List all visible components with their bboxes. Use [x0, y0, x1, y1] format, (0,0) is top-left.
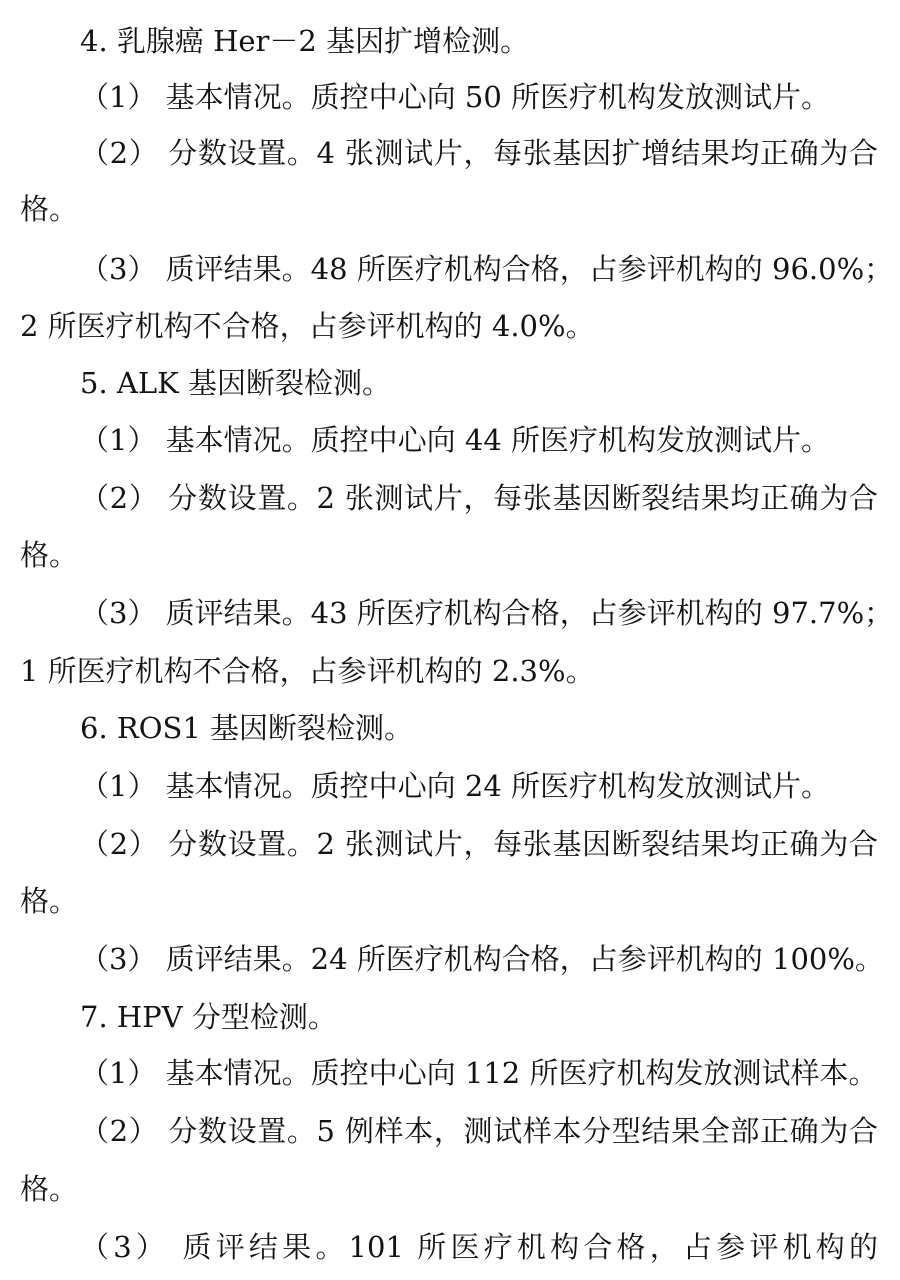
hpv-result: （3） 质评结果。101 所医疗机构合格，占参评机构的 — [80, 1230, 878, 1264]
hpv-score-setting-cont: 格。 — [20, 1172, 79, 1206]
ros1-score-setting-cont: 格。 — [20, 884, 79, 918]
section-heading-alk: 5. ALK 基因断裂检测。 — [80, 366, 391, 400]
alk-result-cont: 1 所医疗机构不合格，占参评机构的 2.3%。 — [20, 654, 595, 688]
her2-score-setting: （2） 分数设置。4 张测试片，每张基因扩增结果均正确为合 — [80, 136, 878, 170]
hpv-score-setting: （2） 分数设置。5 例样本，测试样本分型结果全部正确为合 — [80, 1114, 878, 1148]
her2-score-setting-cont: 格。 — [20, 192, 79, 226]
her2-result-cont: 2 所医疗机构不合格，占参评机构的 4.0%。 — [20, 309, 595, 343]
hpv-basic-info: （1） 基本情况。质控中心向 112 所医疗机构发放测试样本。 — [80, 1056, 878, 1090]
ros1-result: （3） 质评结果。24 所医疗机构合格，占参评机构的 100%。 — [80, 942, 884, 976]
section-heading-her2: 4. 乳腺癌 Her－2 基因扩增检测。 — [80, 24, 530, 58]
her2-basic-info: （1） 基本情况。质控中心向 50 所医疗机构发放测试片。 — [80, 80, 831, 114]
section-heading-ros1: 6. ROS1 基因断裂检测。 — [80, 711, 414, 745]
section-heading-hpv: 7. HPV 分型检测。 — [80, 1000, 337, 1034]
alk-result: （3） 质评结果。43 所医疗机构合格，占参评机构的 97.7%； — [80, 596, 894, 630]
alk-score-setting-cont: 格。 — [20, 538, 79, 572]
ros1-basic-info: （1） 基本情况。质控中心向 24 所医疗机构发放测试片。 — [80, 769, 831, 803]
ros1-score-setting: （2） 分数设置。2 张测试片，每张基因断裂结果均正确为合 — [80, 827, 878, 861]
alk-score-setting: （2） 分数设置。2 张测试片，每张基因断裂结果均正确为合 — [80, 481, 878, 515]
alk-basic-info: （1） 基本情况。质控中心向 44 所医疗机构发放测试片。 — [80, 423, 831, 457]
her2-result: （3） 质评结果。48 所医疗机构合格，占参评机构的 96.0%； — [80, 252, 894, 286]
